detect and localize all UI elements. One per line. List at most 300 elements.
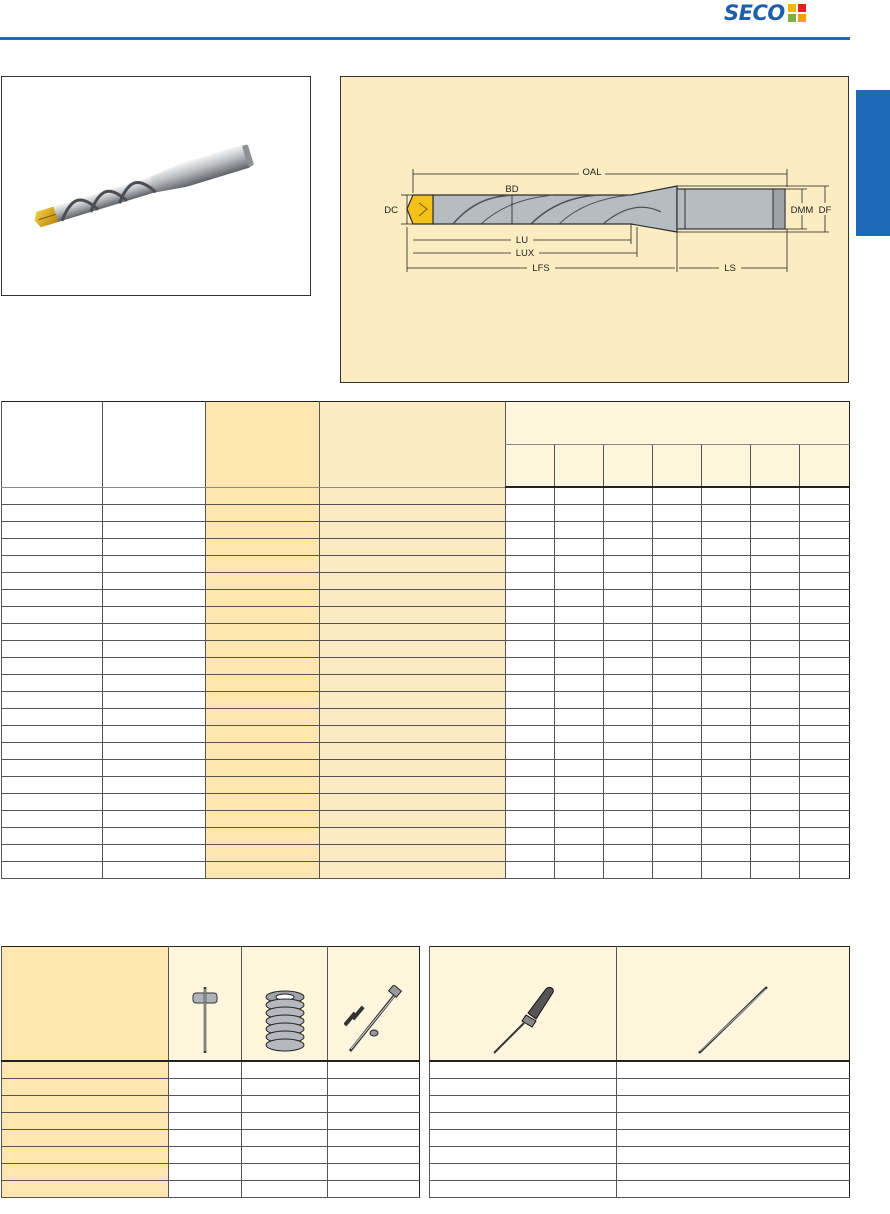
table-row [2, 487, 850, 505]
table-cell [2, 624, 103, 641]
table-row [2, 675, 850, 692]
table-cell [751, 624, 800, 641]
table-cell [604, 726, 653, 743]
header-cell [2, 947, 169, 1062]
table-cell [800, 675, 850, 692]
table-cell [555, 641, 604, 658]
label-bd: BD [505, 184, 519, 195]
table-cell [751, 828, 800, 845]
table-cell [653, 845, 702, 862]
header-rule [0, 37, 850, 40]
table-cell [102, 624, 205, 641]
table-cell [205, 590, 319, 607]
table-cell [555, 590, 604, 607]
table-cell [751, 777, 800, 794]
table-cell [506, 641, 555, 658]
table-row [2, 1130, 420, 1147]
table-cell [555, 794, 604, 811]
table-cell [506, 811, 555, 828]
table-cell [242, 1096, 328, 1113]
table-cell [2, 709, 103, 726]
table-cell [328, 1147, 420, 1164]
table-cell [751, 743, 800, 760]
label-oal: OAL [582, 167, 602, 178]
subheader-cell [800, 445, 850, 488]
table-cell [319, 675, 506, 692]
table-cell [800, 641, 850, 658]
table-cell [702, 794, 751, 811]
table-cell [555, 862, 604, 879]
table-cell [169, 1164, 242, 1181]
table-cell [616, 1096, 849, 1113]
table-cell [653, 624, 702, 641]
table-cell [800, 760, 850, 777]
table-cell [2, 1113, 169, 1130]
label-df: DF [818, 205, 832, 216]
table-row [2, 1113, 420, 1130]
table-row [430, 1130, 850, 1147]
table-cell [102, 590, 205, 607]
table-cell [102, 794, 205, 811]
subheader-cell [506, 445, 555, 488]
header-group-cell [506, 402, 850, 445]
table-row [430, 1079, 850, 1096]
table-cell [102, 709, 205, 726]
header-cell [2, 402, 103, 488]
table-cell [319, 505, 506, 522]
table-cell [319, 573, 506, 590]
table-cell [2, 1164, 169, 1181]
table-cell [205, 811, 319, 828]
table-cell [102, 539, 205, 556]
table-cell [319, 556, 506, 573]
table-cell [430, 1061, 617, 1079]
table-cell [653, 760, 702, 777]
table-row [2, 1181, 420, 1198]
table-cell [702, 539, 751, 556]
table-row [2, 726, 850, 743]
table-cell [751, 505, 800, 522]
table-cell [242, 1079, 328, 1096]
table-cell [169, 1096, 242, 1113]
table-row [2, 556, 850, 573]
table-cell [702, 709, 751, 726]
table-cell [2, 794, 103, 811]
table-cell [328, 1164, 420, 1181]
table-cell [751, 862, 800, 879]
table-cell [800, 709, 850, 726]
table-cell [616, 1130, 849, 1147]
table-cell [102, 828, 205, 845]
table-cell [653, 590, 702, 607]
table-cell [102, 760, 205, 777]
subheader-cell [604, 445, 653, 488]
table-row [430, 1096, 850, 1113]
table-cell [800, 487, 850, 505]
table-cell [751, 607, 800, 624]
table-cell [555, 573, 604, 590]
table-cell [800, 828, 850, 845]
table-row [2, 658, 850, 675]
table-cell [604, 539, 653, 556]
table-cell [555, 522, 604, 539]
table-cell [800, 607, 850, 624]
brand-mark-square [788, 14, 796, 22]
table-cell [702, 487, 751, 505]
subheader-cell [751, 445, 800, 488]
table-cell [702, 590, 751, 607]
table-cell [653, 556, 702, 573]
table-cell [102, 675, 205, 692]
table-cell [653, 692, 702, 709]
table-cell [604, 522, 653, 539]
table-cell [702, 556, 751, 573]
table-cell [702, 624, 751, 641]
table-cell [555, 624, 604, 641]
label-lu: LU [515, 235, 529, 246]
table-cell [205, 709, 319, 726]
table-cell [751, 522, 800, 539]
table-cell [102, 726, 205, 743]
table-cell [169, 1147, 242, 1164]
table-cell [555, 487, 604, 505]
table-cell [205, 726, 319, 743]
table-cell [702, 726, 751, 743]
table-cell [555, 828, 604, 845]
table-cell [205, 760, 319, 777]
table-row [2, 828, 850, 845]
table-cell [242, 1181, 328, 1198]
table-cell [604, 811, 653, 828]
subheader-cell [702, 445, 751, 488]
table-cell [205, 743, 319, 760]
table-cell [653, 709, 702, 726]
table-cell [751, 794, 800, 811]
table-cell [653, 726, 702, 743]
table-cell [751, 845, 800, 862]
table-cell [555, 709, 604, 726]
table-header-row [2, 402, 850, 445]
table-cell [102, 487, 205, 505]
table-cell [2, 1079, 169, 1096]
table-row [2, 573, 850, 590]
table-cell [555, 539, 604, 556]
table-cell [555, 777, 604, 794]
table-cell [604, 573, 653, 590]
table-cell [555, 726, 604, 743]
brand-mark-square [798, 14, 806, 22]
table-cell [555, 760, 604, 777]
table-row [430, 1061, 850, 1079]
table-cell [319, 590, 506, 607]
table-cell [653, 607, 702, 624]
table-cell [430, 1079, 617, 1096]
table-cell [800, 743, 850, 760]
table-row [2, 1147, 420, 1164]
product-table [1, 401, 850, 879]
table-cell [205, 794, 319, 811]
header-cell [205, 402, 319, 488]
table-cell [506, 726, 555, 743]
table-cell [616, 1079, 849, 1096]
table-cell [506, 692, 555, 709]
table-cell [702, 862, 751, 879]
table-cell [205, 522, 319, 539]
label-ls: LS [724, 263, 736, 274]
table-cell [319, 624, 506, 641]
table-row [2, 862, 850, 879]
table-cell [751, 573, 800, 590]
table-cell [430, 1147, 617, 1164]
table-cell [653, 505, 702, 522]
table-cell [2, 726, 103, 743]
table-cell [751, 641, 800, 658]
table-row [2, 811, 850, 828]
table-cell [604, 862, 653, 879]
table-cell [702, 811, 751, 828]
table-cell [430, 1113, 617, 1130]
table-cell [604, 658, 653, 675]
table-cell [800, 777, 850, 794]
table-cell [506, 607, 555, 624]
brand-name: SECO [724, 1, 785, 25]
table-cell [205, 828, 319, 845]
table-cell [555, 658, 604, 675]
table-cell [604, 607, 653, 624]
table-cell [169, 1061, 242, 1079]
table-row [2, 692, 850, 709]
table-cell [555, 743, 604, 760]
table-cell [2, 539, 103, 556]
drill-photo-image [2, 77, 310, 295]
label-dmm: DMM [790, 205, 814, 216]
table-cell [205, 556, 319, 573]
table-cell [555, 505, 604, 522]
table-cell [604, 675, 653, 692]
table-cell [800, 539, 850, 556]
table-cell [319, 692, 506, 709]
table-row [2, 641, 850, 658]
table-cell [430, 1164, 617, 1181]
table-cell [604, 692, 653, 709]
table-cell [751, 556, 800, 573]
table-cell [319, 845, 506, 862]
table-row [2, 760, 850, 777]
table-cell [702, 658, 751, 675]
table-cell [2, 845, 103, 862]
table-cell [800, 862, 850, 879]
table-cell [800, 692, 850, 709]
table-cell [205, 607, 319, 624]
table-cell [102, 573, 205, 590]
table-cell [751, 692, 800, 709]
table-cell [800, 573, 850, 590]
table-row [2, 539, 850, 556]
table-cell [2, 1096, 169, 1113]
table-cell [800, 726, 850, 743]
thread-insert-icon [242, 947, 328, 1062]
table-row [2, 607, 850, 624]
table-cell [506, 505, 555, 522]
table-cell [616, 1181, 849, 1198]
table-cell [800, 522, 850, 539]
table-cell [242, 1130, 328, 1147]
table-cell [506, 828, 555, 845]
table-cell [604, 505, 653, 522]
table-cell [319, 828, 506, 845]
table-cell [751, 487, 800, 505]
table-cell [430, 1181, 617, 1198]
table-cell [555, 692, 604, 709]
table-cell [653, 777, 702, 794]
table-cell [506, 539, 555, 556]
table-cell [430, 1130, 617, 1147]
table-cell [604, 794, 653, 811]
table-cell [751, 658, 800, 675]
table-cell [702, 607, 751, 624]
table-cell [653, 811, 702, 828]
table-cell [2, 522, 103, 539]
table-cell [102, 607, 205, 624]
seco-logo [724, 2, 806, 24]
table-cell [2, 658, 103, 675]
section-side-tab [856, 90, 890, 236]
table-cell [205, 692, 319, 709]
table-cell [205, 845, 319, 862]
table-cell [2, 573, 103, 590]
table-cell [205, 539, 319, 556]
table-cell [506, 777, 555, 794]
table-cell [319, 760, 506, 777]
table-cell [751, 760, 800, 777]
table-cell [751, 811, 800, 828]
table-cell [506, 794, 555, 811]
label-lux: LUX [515, 248, 535, 259]
table-row [430, 1164, 850, 1181]
table-row [2, 794, 850, 811]
table-row [2, 1164, 420, 1181]
table-cell [616, 1147, 849, 1164]
table-cell [319, 743, 506, 760]
table-cell [604, 743, 653, 760]
table-cell [506, 743, 555, 760]
table-cell [800, 624, 850, 641]
table-cell [751, 539, 800, 556]
table-cell [319, 794, 506, 811]
table-cell [800, 658, 850, 675]
table-cell [2, 1130, 169, 1147]
screwdriver-icon [430, 947, 617, 1062]
table-cell [102, 658, 205, 675]
table-cell [205, 624, 319, 641]
table-cell [653, 743, 702, 760]
table-cell [319, 607, 506, 624]
table-cell [604, 556, 653, 573]
table-cell [604, 760, 653, 777]
table-cell [169, 1181, 242, 1198]
table-cell [604, 641, 653, 658]
table-cell [800, 590, 850, 607]
table-cell [653, 658, 702, 675]
table-cell [2, 828, 103, 845]
table-row [2, 590, 850, 607]
table-cell [319, 777, 506, 794]
table-cell [604, 845, 653, 862]
table-cell [242, 1061, 328, 1079]
table-cell [555, 675, 604, 692]
table-cell [506, 573, 555, 590]
table-cell [506, 760, 555, 777]
label-dc: DC [384, 205, 398, 216]
table-cell [800, 505, 850, 522]
table-cell [328, 1061, 420, 1079]
table-cell [555, 811, 604, 828]
pin-wrench-icon [616, 947, 849, 1062]
table-cell [328, 1130, 420, 1147]
table-cell [205, 675, 319, 692]
table-cell [102, 505, 205, 522]
table-cell [702, 777, 751, 794]
coolant-pipe-kit-icon [328, 947, 420, 1062]
table-cell [205, 658, 319, 675]
product-photo [1, 76, 311, 296]
accessories-header-row [430, 947, 850, 1062]
table-cell [702, 845, 751, 862]
table-cell [205, 505, 319, 522]
table-cell [2, 1147, 169, 1164]
table-cell [800, 794, 850, 811]
table-cell [702, 505, 751, 522]
table-row [2, 777, 850, 794]
table-cell [2, 777, 103, 794]
table-cell [102, 692, 205, 709]
table-cell [319, 641, 506, 658]
table-cell [2, 1061, 169, 1079]
table-cell [2, 641, 103, 658]
table-row [430, 1181, 850, 1198]
table-cell [102, 862, 205, 879]
subheader-cell [653, 445, 702, 488]
table-cell [169, 1113, 242, 1130]
table-cell [2, 505, 103, 522]
table-cell [102, 641, 205, 658]
table-cell [328, 1079, 420, 1096]
table-cell [2, 743, 103, 760]
table-cell [205, 573, 319, 590]
table-cell [800, 845, 850, 862]
table-cell [430, 1096, 617, 1113]
table-cell [616, 1113, 849, 1130]
table-cell [506, 675, 555, 692]
table-cell [506, 658, 555, 675]
table-cell [604, 624, 653, 641]
table-cell [102, 556, 205, 573]
table-cell [242, 1113, 328, 1130]
table-row [2, 1096, 420, 1113]
table-cell [328, 1113, 420, 1130]
table-row [2, 845, 850, 862]
table-cell [319, 539, 506, 556]
table-cell [800, 811, 850, 828]
table-cell [102, 811, 205, 828]
table-cell [2, 487, 103, 505]
table-row [2, 624, 850, 641]
table-cell [702, 692, 751, 709]
table-cell [319, 726, 506, 743]
table-cell [604, 709, 653, 726]
brand-mark-icon [788, 4, 806, 22]
table-cell [555, 845, 604, 862]
